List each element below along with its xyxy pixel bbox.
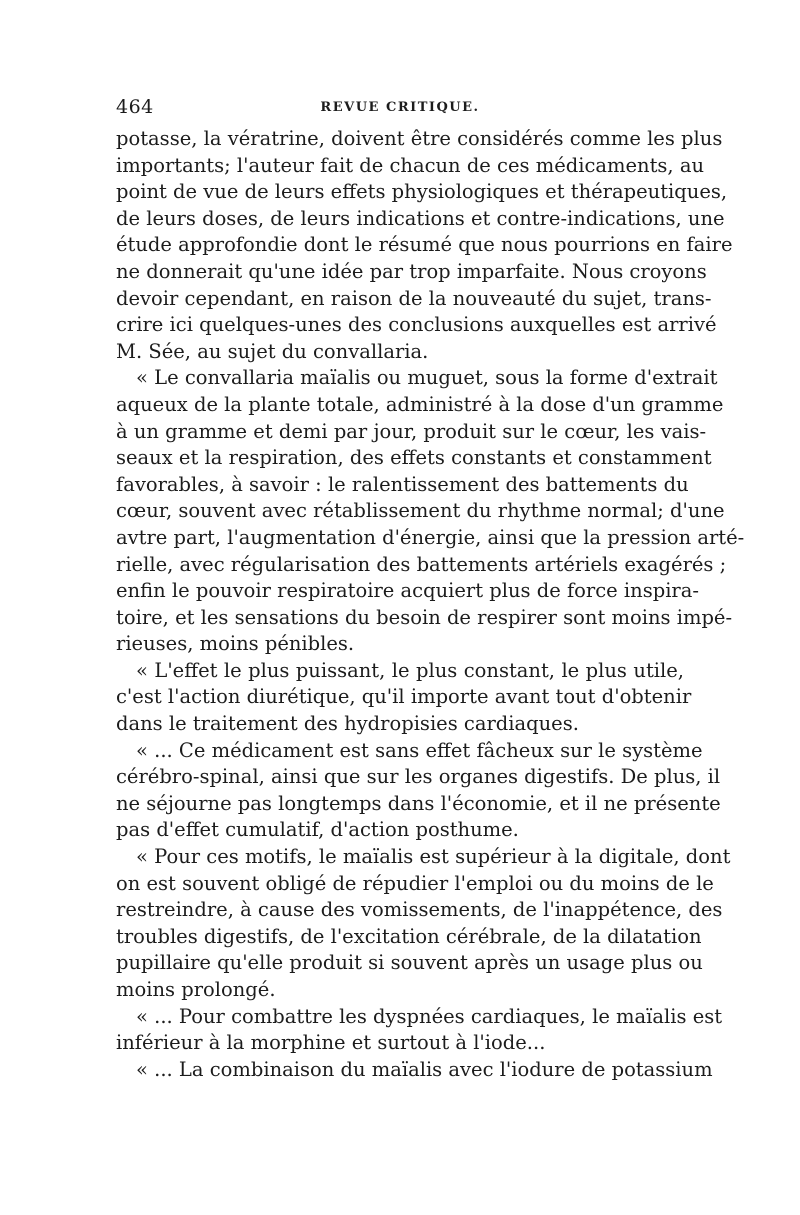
text-line: restreindre, à cause des vomissements, de l'inappétence, des bbox=[116, 898, 723, 922]
text-line: « ... La combinaison du maïalis avec l'iodure de potassium bbox=[136, 1057, 713, 1081]
paragraph bbox=[116, 1057, 713, 1084]
text-line: favorables, à savoir : le ralentissement des battements du bbox=[116, 472, 689, 496]
text-line: inférieur à la morphine et surtout à l'iode... bbox=[116, 1031, 546, 1055]
text-line: toire, et les sensations du besoin de respirer sont moins impé- bbox=[116, 605, 733, 629]
text-line: crire ici quelques-unes des conclusions auxquelles est arrivé bbox=[116, 313, 717, 337]
text-line: dans le traitement des hydropisies cardiaques. bbox=[116, 712, 579, 736]
text-line: moins prolongé. bbox=[116, 978, 276, 1001]
text-line: « L'effet le plus puissant, le plus constant, le plus utile, bbox=[136, 658, 684, 682]
text-line: à un gramme et demi par jour, produit sur le cœur, les vais- bbox=[116, 419, 707, 443]
page-header bbox=[116, 96, 684, 124]
text-line: « Pour ces motifs, le maïalis est supérieur à la digitale, dont bbox=[136, 845, 731, 869]
paragraph bbox=[116, 1004, 723, 1057]
text-line: « ... Pour combattre les dyspnées cardiaques, le maïalis est bbox=[136, 1004, 723, 1028]
text-line: ne donnerait qu'une idée par trop imparfaite. Nous croyons bbox=[116, 259, 707, 283]
page-number: 464 bbox=[116, 96, 154, 118]
text-line: on est souvent obligé de répudier l'emploi ou du moins de le bbox=[116, 871, 714, 895]
text-line: importants; l'auteur fait de chacun de ces médicaments, au bbox=[116, 153, 705, 177]
text-line: M. Sée, au sujet du convallaria. bbox=[116, 339, 429, 363]
text-line: étude approfondie dont le résumé que nous pourrions en faire bbox=[116, 233, 733, 257]
text-line: seaux et la respiration, des effets constants et constamment bbox=[116, 446, 712, 470]
paragraph bbox=[116, 365, 745, 658]
text-line: c'est l'action diurétique, qu'il importe avant tout d'obtenir bbox=[116, 685, 692, 709]
text-line: potasse, la vératrine, doivent être considérés comme les plus bbox=[116, 127, 723, 150]
text-line: pupillaire qu'elle produit si souvent après un usage plus ou bbox=[116, 951, 703, 975]
paragraph bbox=[116, 658, 692, 738]
text-line: rielle, avec régularisation des battements artériels exagérés ; bbox=[116, 552, 727, 576]
text-line: ne séjourne pas longtemps dans l'économie, et il ne présente bbox=[116, 791, 721, 815]
text-line: de leurs doses, de leurs indications et contre-indications, une bbox=[116, 206, 725, 230]
text-line: avtre part, l'augmentation d'énergie, ainsi que la pression arté- bbox=[116, 525, 745, 549]
paragraph bbox=[116, 844, 731, 1004]
text-line: devoir cependant, en raison de la nouveauté du sujet, trans- bbox=[116, 286, 712, 310]
text-line: troubles digestifs, de l'excitation cérébrale, de la dilatation bbox=[116, 924, 702, 948]
text-line: cœur, souvent avec rétablissement du rhythme normal; d'une bbox=[116, 499, 725, 523]
body-text bbox=[116, 126, 745, 1083]
text-line: rieuses, moins pénibles. bbox=[116, 632, 355, 656]
text-line: enfin le pouvoir respiratoire acquiert plus de force inspira- bbox=[116, 579, 699, 603]
paragraph bbox=[116, 738, 721, 844]
text-line: « ... Ce médicament est sans effet fâcheux sur le système bbox=[136, 738, 703, 762]
text-line: « Le convallaria maïalis ou muguet, sous la forme d'extrait bbox=[136, 366, 718, 390]
paragraph bbox=[116, 126, 733, 365]
text-line: point de vue de leurs effets physiologiques et thérapeutiques, bbox=[116, 180, 728, 204]
running-head: REVUE CRITIQUE. bbox=[320, 100, 480, 115]
text-line: pas d'effet cumulatif, d'action posthume. bbox=[116, 818, 519, 842]
text-line: cérébro-spinal, ainsi que sur les organes digestifs. De plus, il bbox=[116, 765, 721, 789]
text-line: aqueux de la plante totale, administré à la dose d'un gramme bbox=[116, 392, 724, 416]
